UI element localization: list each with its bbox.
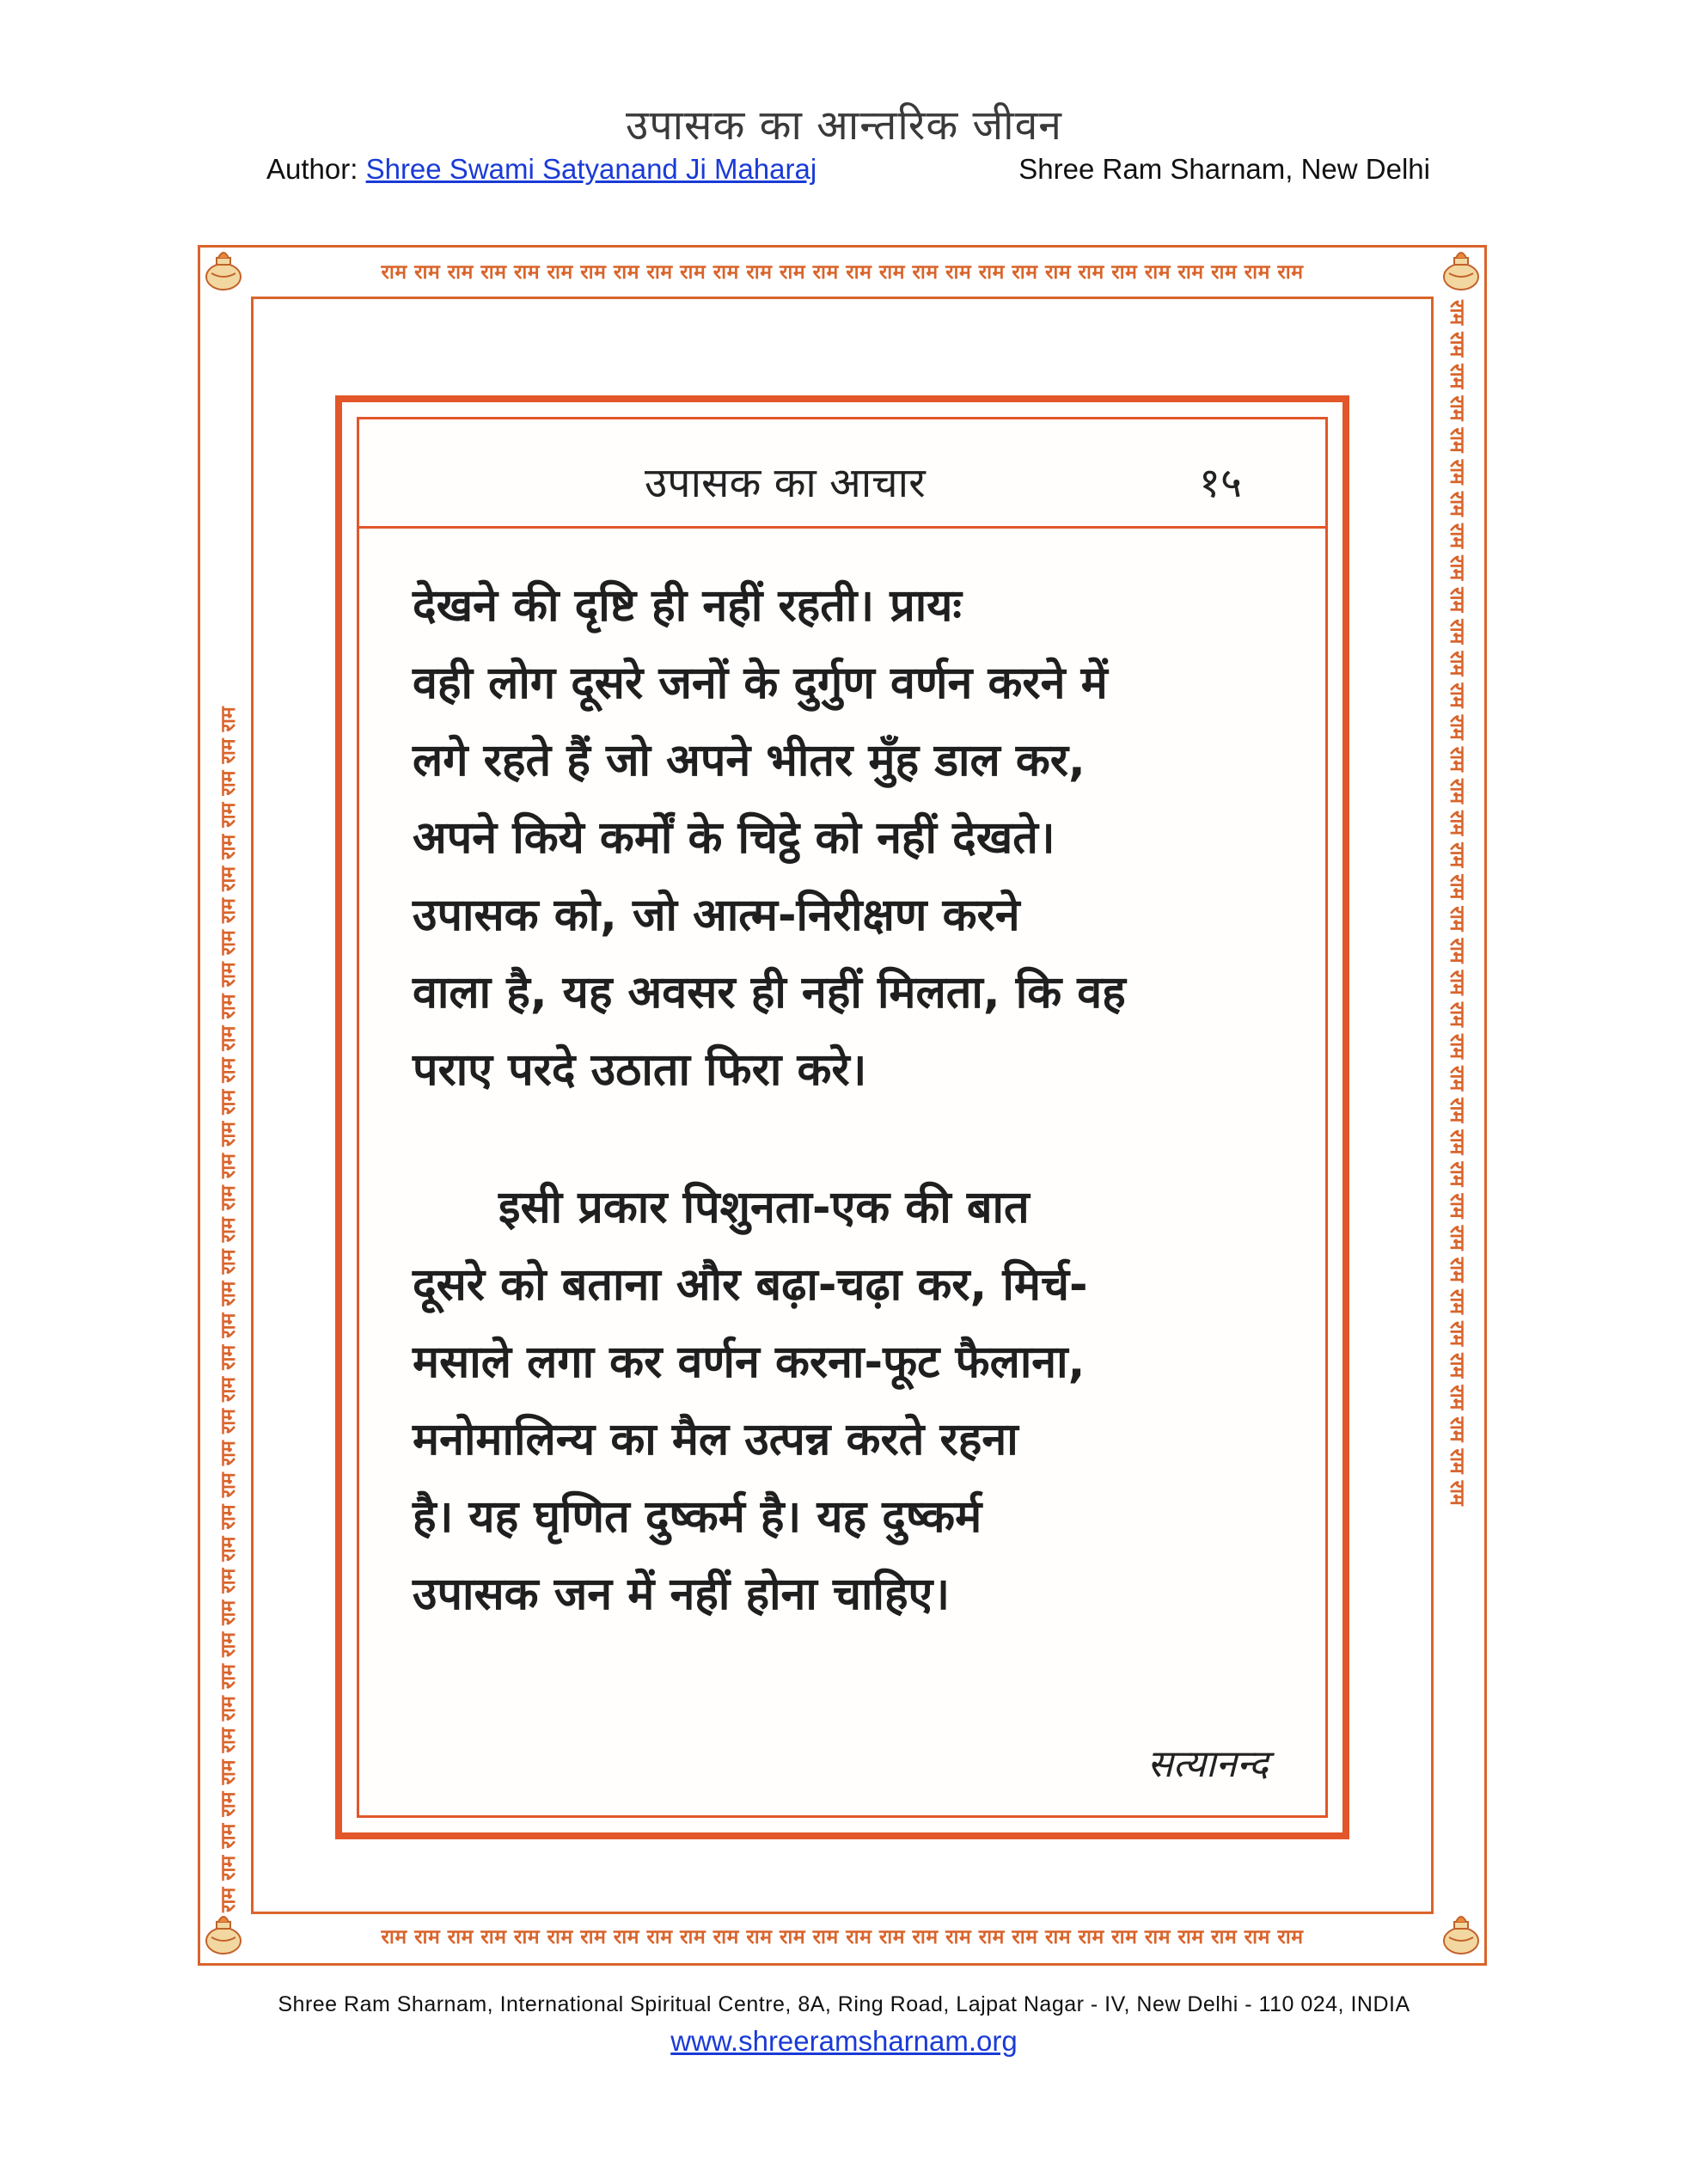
ram-border-right-text: राम राम राम राम राम राम राम राम राम राम राम राम राम राम राम राम राम राम राम राम राम राम राम राम राम राम राम राम राम राम राम राम राम राम राम राम राम राम [1446,300,1468,1506]
ram-border-top: राम राम राम राम राम राम राम राम राम राम राम राम राम राम राम राम राम राम राम राम राम राम राम राम राम राम राम राम [381,261,1304,284]
text-line: वाला है, यह अवसर ही नहीं मिलता, कि वह [413,967,1126,1019]
running-head-rule [359,526,1325,529]
text-line: वही लोग दूसरे जनों के दुर्गुण वर्णन करने में [413,658,1108,709]
text-line: पराए परदे उठाता फिरा करे। [413,1044,867,1096]
footer-address: Shree Ram Sharnam, International Spiritual Centre, 8A, Ring Road, Lajpat Nagar - IV, New Delhi - 110 024, INDIA [278,1992,1410,2016]
author-link[interactable]: Shree Swami Satyanand Ji Maharaj [365,153,817,185]
website-link[interactable]: www.shreeramsharnam.org [670,2025,1018,2057]
organization-name: Shree Ram Sharnam, New Delhi [1018,153,1430,185]
footer-website [0,2025,1688,2058]
text-line: मसाले लगा कर वर्णन करना-फूट फैलाना, [413,1337,1086,1388]
signature: सत्यानन्द [1147,1742,1269,1786]
kalash-icon [199,246,248,294]
paragraph-2 [413,1169,1272,1633]
running-head: उपासक का आचार [645,459,926,507]
text-line: अपने किये कर्मों के चिट्ठे को नहीं देखते। [413,812,1055,864]
document-title: उपासक का आन्तरिक जीवन [626,101,1062,150]
author-credit [266,153,816,186]
ram-border-bottom: राम राम राम राम राम राम राम राम राम राम राम राम राम राम राम राम राम राम राम राम राम राम राम राम राम राम राम राम [381,1926,1304,1948]
text-line: मनोमालिन्य का मैल उत्पन्न करते रहना [413,1414,1018,1465]
text-line: है। यह घृणित दुष्कर्म है। यह दुष्कर्म [413,1491,982,1543]
kalash-icon [199,1910,248,1958]
text-line: इसी प्रकार पिशुनता-एक की बात [498,1182,1030,1233]
kalash-icon [1437,1910,1485,1958]
text-line: लगे रहते हैं जो अपने भीतर मुँह डाल कर, [413,735,1086,786]
ram-border-left-text: राम राम राम राम राम राम राम राम राम राम राम राम राम राम राम राम राम राम राम राम राम राम राम राम राम राम राम राम राम राम राम राम राम राम राम राम राम राम [217,707,240,1912]
text-line: उपासक जन में नहीं होना चाहिए। [413,1569,951,1620]
ram-border-left [206,297,244,1914]
text-line: दूसरे को बताना और बढ़ा-चढ़ा कर, मिर्च- [413,1259,1088,1311]
ram-border-right [1441,297,1479,1914]
text-line: उपासक को, जो आत्म-निरीक्षण करने [413,890,1020,941]
paragraph-1 [413,567,1272,1109]
kalash-icon [1437,246,1485,294]
author-line [266,153,1430,196]
author-prefix: Author: [266,153,366,185]
text-line: देखने की दृष्टि ही नहीं रहती। प्रायः [413,580,962,632]
page-number: १५ [1199,459,1242,507]
